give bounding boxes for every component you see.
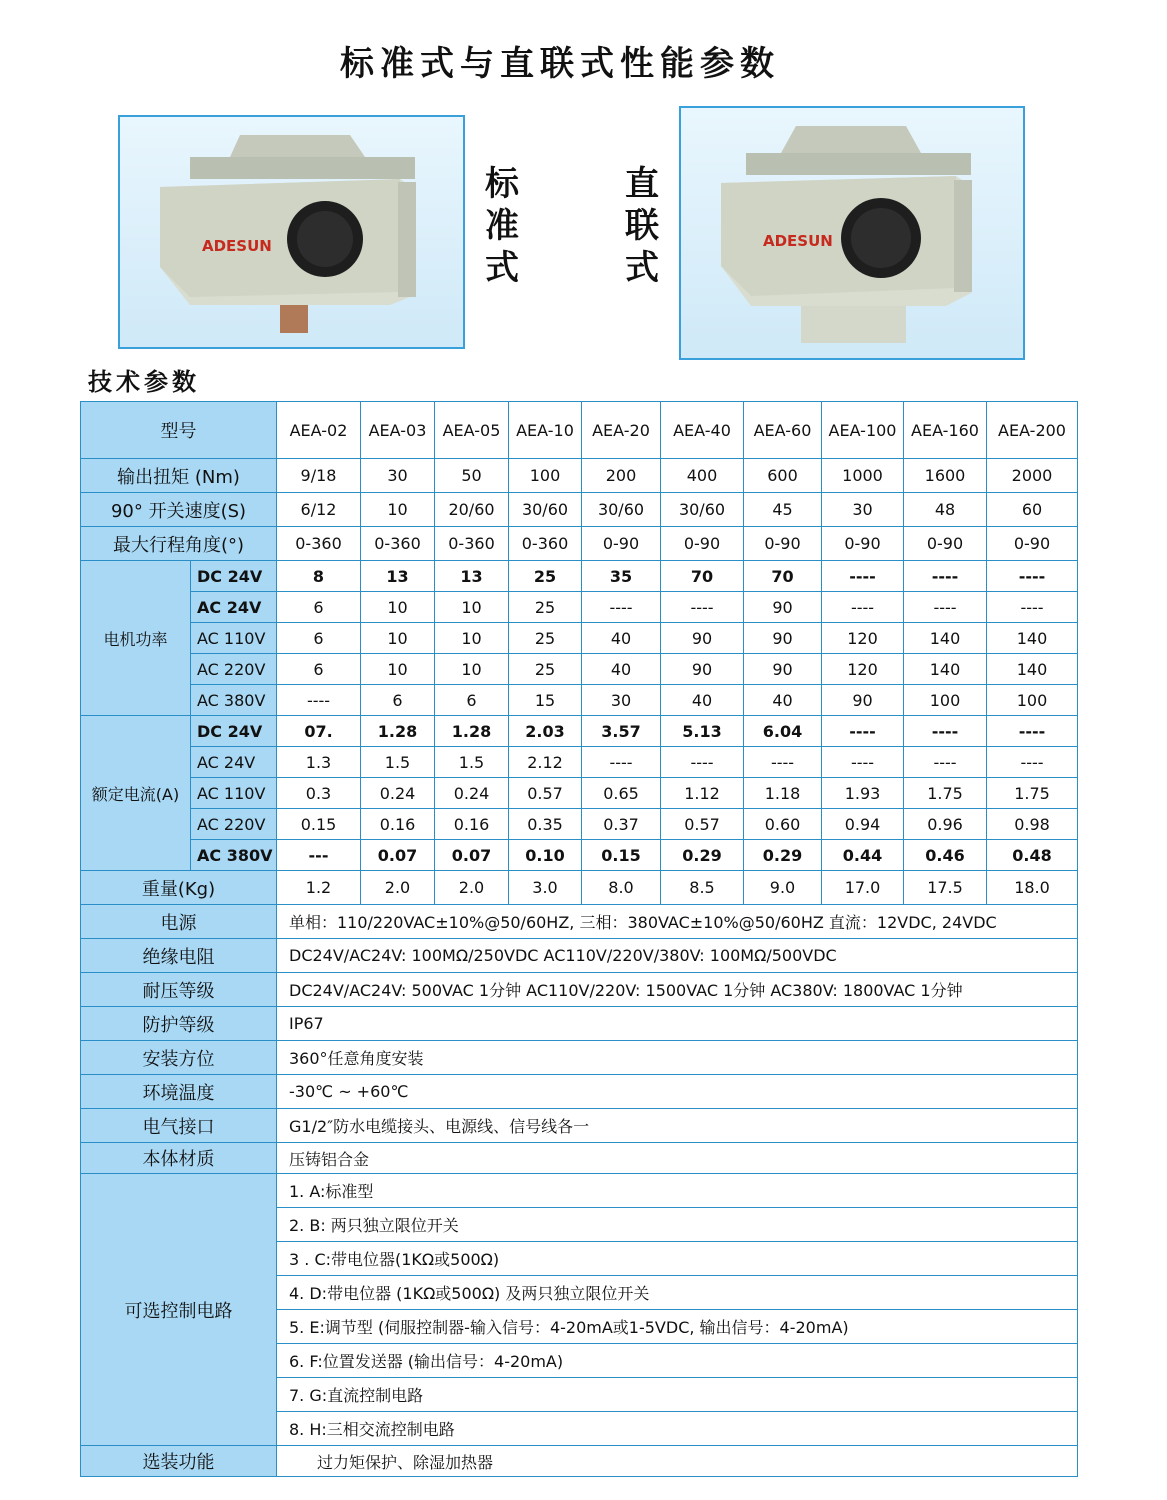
model-cell: AEA-20 <box>582 402 661 459</box>
model-cell: AEA-60 <box>744 402 822 459</box>
spec-row: 电气接口 G1/2″防水电缆接头、电源线、信号线各一 <box>81 1109 1078 1143</box>
direct-actuator-photo <box>679 106 1025 360</box>
current-row: AC 24V 1.3 1.5 1.5 2.12 ---- ---- ---- ---- ---- ---- <box>81 747 1078 778</box>
brand-logo: ADESUN <box>202 237 272 255</box>
power-row: AC 220V 6 10 10 25 40 90 90 120 140 140 <box>81 654 1078 685</box>
current-row: AC 220V 0.15 0.16 0.16 0.35 0.37 0.57 0.60 0.94 0.96 0.98 <box>81 809 1078 840</box>
current-row: AC 110V 0.3 0.24 0.24 0.57 0.65 1.12 1.18 1.93 1.75 1.75 <box>81 778 1078 809</box>
option-row: 7. G:直流控制电路 <box>81 1378 1078 1412</box>
option-row: 3 . C:带电位器(1KΩ或500Ω) <box>81 1242 1078 1276</box>
spec-row: 电源 单相：110/220VAC±10%@50/60HZ, 三相：380VAC±10%@50/60HZ 直流：12VDC, 24VDC <box>81 905 1078 939</box>
direct-type-label: 直 联 式 <box>625 164 659 288</box>
power-row: 电机功率 DC 24V 8 13 13 25 35 70 70 ---- ---- ---- <box>81 561 1078 592</box>
model-row <box>81 402 1078 459</box>
spec-row: 环境温度 -30℃ ~ +60℃ <box>81 1075 1078 1109</box>
current-row: 额定电流(A) DC 24V 07. 1.28 1.28 2.03 3.57 5.13 6.04 ---- ---- ---- <box>81 716 1078 747</box>
spec-table <box>80 401 1078 1477</box>
spec-row: 耐压等级 DC24V/AC24V: 500VAC 1分钟 AC110V/220V: 1500VAC 1分钟 AC380V: 1800VAC 1分钟 <box>81 973 1078 1007</box>
model-cell: AEA-05 <box>435 402 509 459</box>
spec-row: 绝缘电阻 DC24V/AC24V: 100MΩ/250VDC AC110V/220V/380V: 100MΩ/500VDC <box>81 939 1078 973</box>
weight-row: 重量(Kg) 1.2 2.0 2.0 3.0 8.0 8.5 9.0 17.0 17.5 18.0 <box>81 871 1078 905</box>
option-row: 6. F:位置发送器 (输出信号：4-20mA) <box>81 1344 1078 1378</box>
spec-row: 本体材质 压铸铝合金 <box>81 1143 1078 1174</box>
spec-row: 安装方位 360°任意角度安装 <box>81 1041 1078 1075</box>
speed-row: 90° 开关速度(S) 6/12 10 20/60 30/60 30/60 30/60 45 30 48 60 <box>81 493 1078 527</box>
model-cell: AEA-100 <box>822 402 904 459</box>
power-row: AC 380V ---- 6 6 15 30 40 40 90 100 100 <box>81 685 1078 716</box>
section-title: 技术参数 <box>88 368 200 396</box>
model-cell: AEA-10 <box>509 402 582 459</box>
brand-logo: ADESUN <box>763 232 833 250</box>
current-group-label: 额定电流(A) <box>81 716 191 871</box>
power-group-label: 电机功率 <box>81 561 191 716</box>
angle-row: 最大行程角度(°) 0-360 0-360 0-360 0-360 0-90 0-90 0-90 0-90 0-90 0-90 <box>81 527 1078 561</box>
model-cell: AEA-03 <box>361 402 435 459</box>
torque-row: 输出扭矩 (Nm) 9/18 30 50 100 200 400 600 1000 1600 2000 <box>81 459 1078 493</box>
standard-actuator-photo <box>118 115 465 349</box>
page-title: 标准式与直联式性能参数 <box>340 44 780 84</box>
options-label: 可选控制电路 <box>81 1174 277 1446</box>
option-row: 5. E:调节型 (伺服控制器-输入信号：4-20mA或1-5VDC, 输出信号：4-20mA) <box>81 1310 1078 1344</box>
power-row: AC 110V 6 10 10 25 40 90 90 120 140 140 <box>81 623 1078 654</box>
model-cell: AEA-02 <box>277 402 361 459</box>
model-cell: AEA-160 <box>904 402 987 459</box>
power-row: AC 24V 6 10 10 25 ---- ---- 90 ---- ---- ---- <box>81 592 1078 623</box>
spec-row: 防护等级 IP67 <box>81 1007 1078 1041</box>
option-row: 8. H:三相交流控制电路 <box>81 1412 1078 1446</box>
model-cell: AEA-40 <box>661 402 744 459</box>
option-row: 2. B: 两只独立限位开关 <box>81 1208 1078 1242</box>
model-cell: AEA-200 <box>987 402 1078 459</box>
option-row: 可选控制电路 1. A:标准型 <box>81 1174 1078 1208</box>
standard-type-label: 标 准 式 <box>485 164 519 288</box>
extra-row: 选装功能 过力矩保护、除湿加热器 <box>81 1446 1078 1477</box>
model-header: 型号 <box>81 402 277 459</box>
current-row: AC 380V --- 0.07 0.07 0.10 0.15 0.29 0.29 0.44 0.46 0.48 <box>81 840 1078 871</box>
option-row: 4. D:带电位器 (1KΩ或500Ω) 及两只独立限位开关 <box>81 1276 1078 1310</box>
